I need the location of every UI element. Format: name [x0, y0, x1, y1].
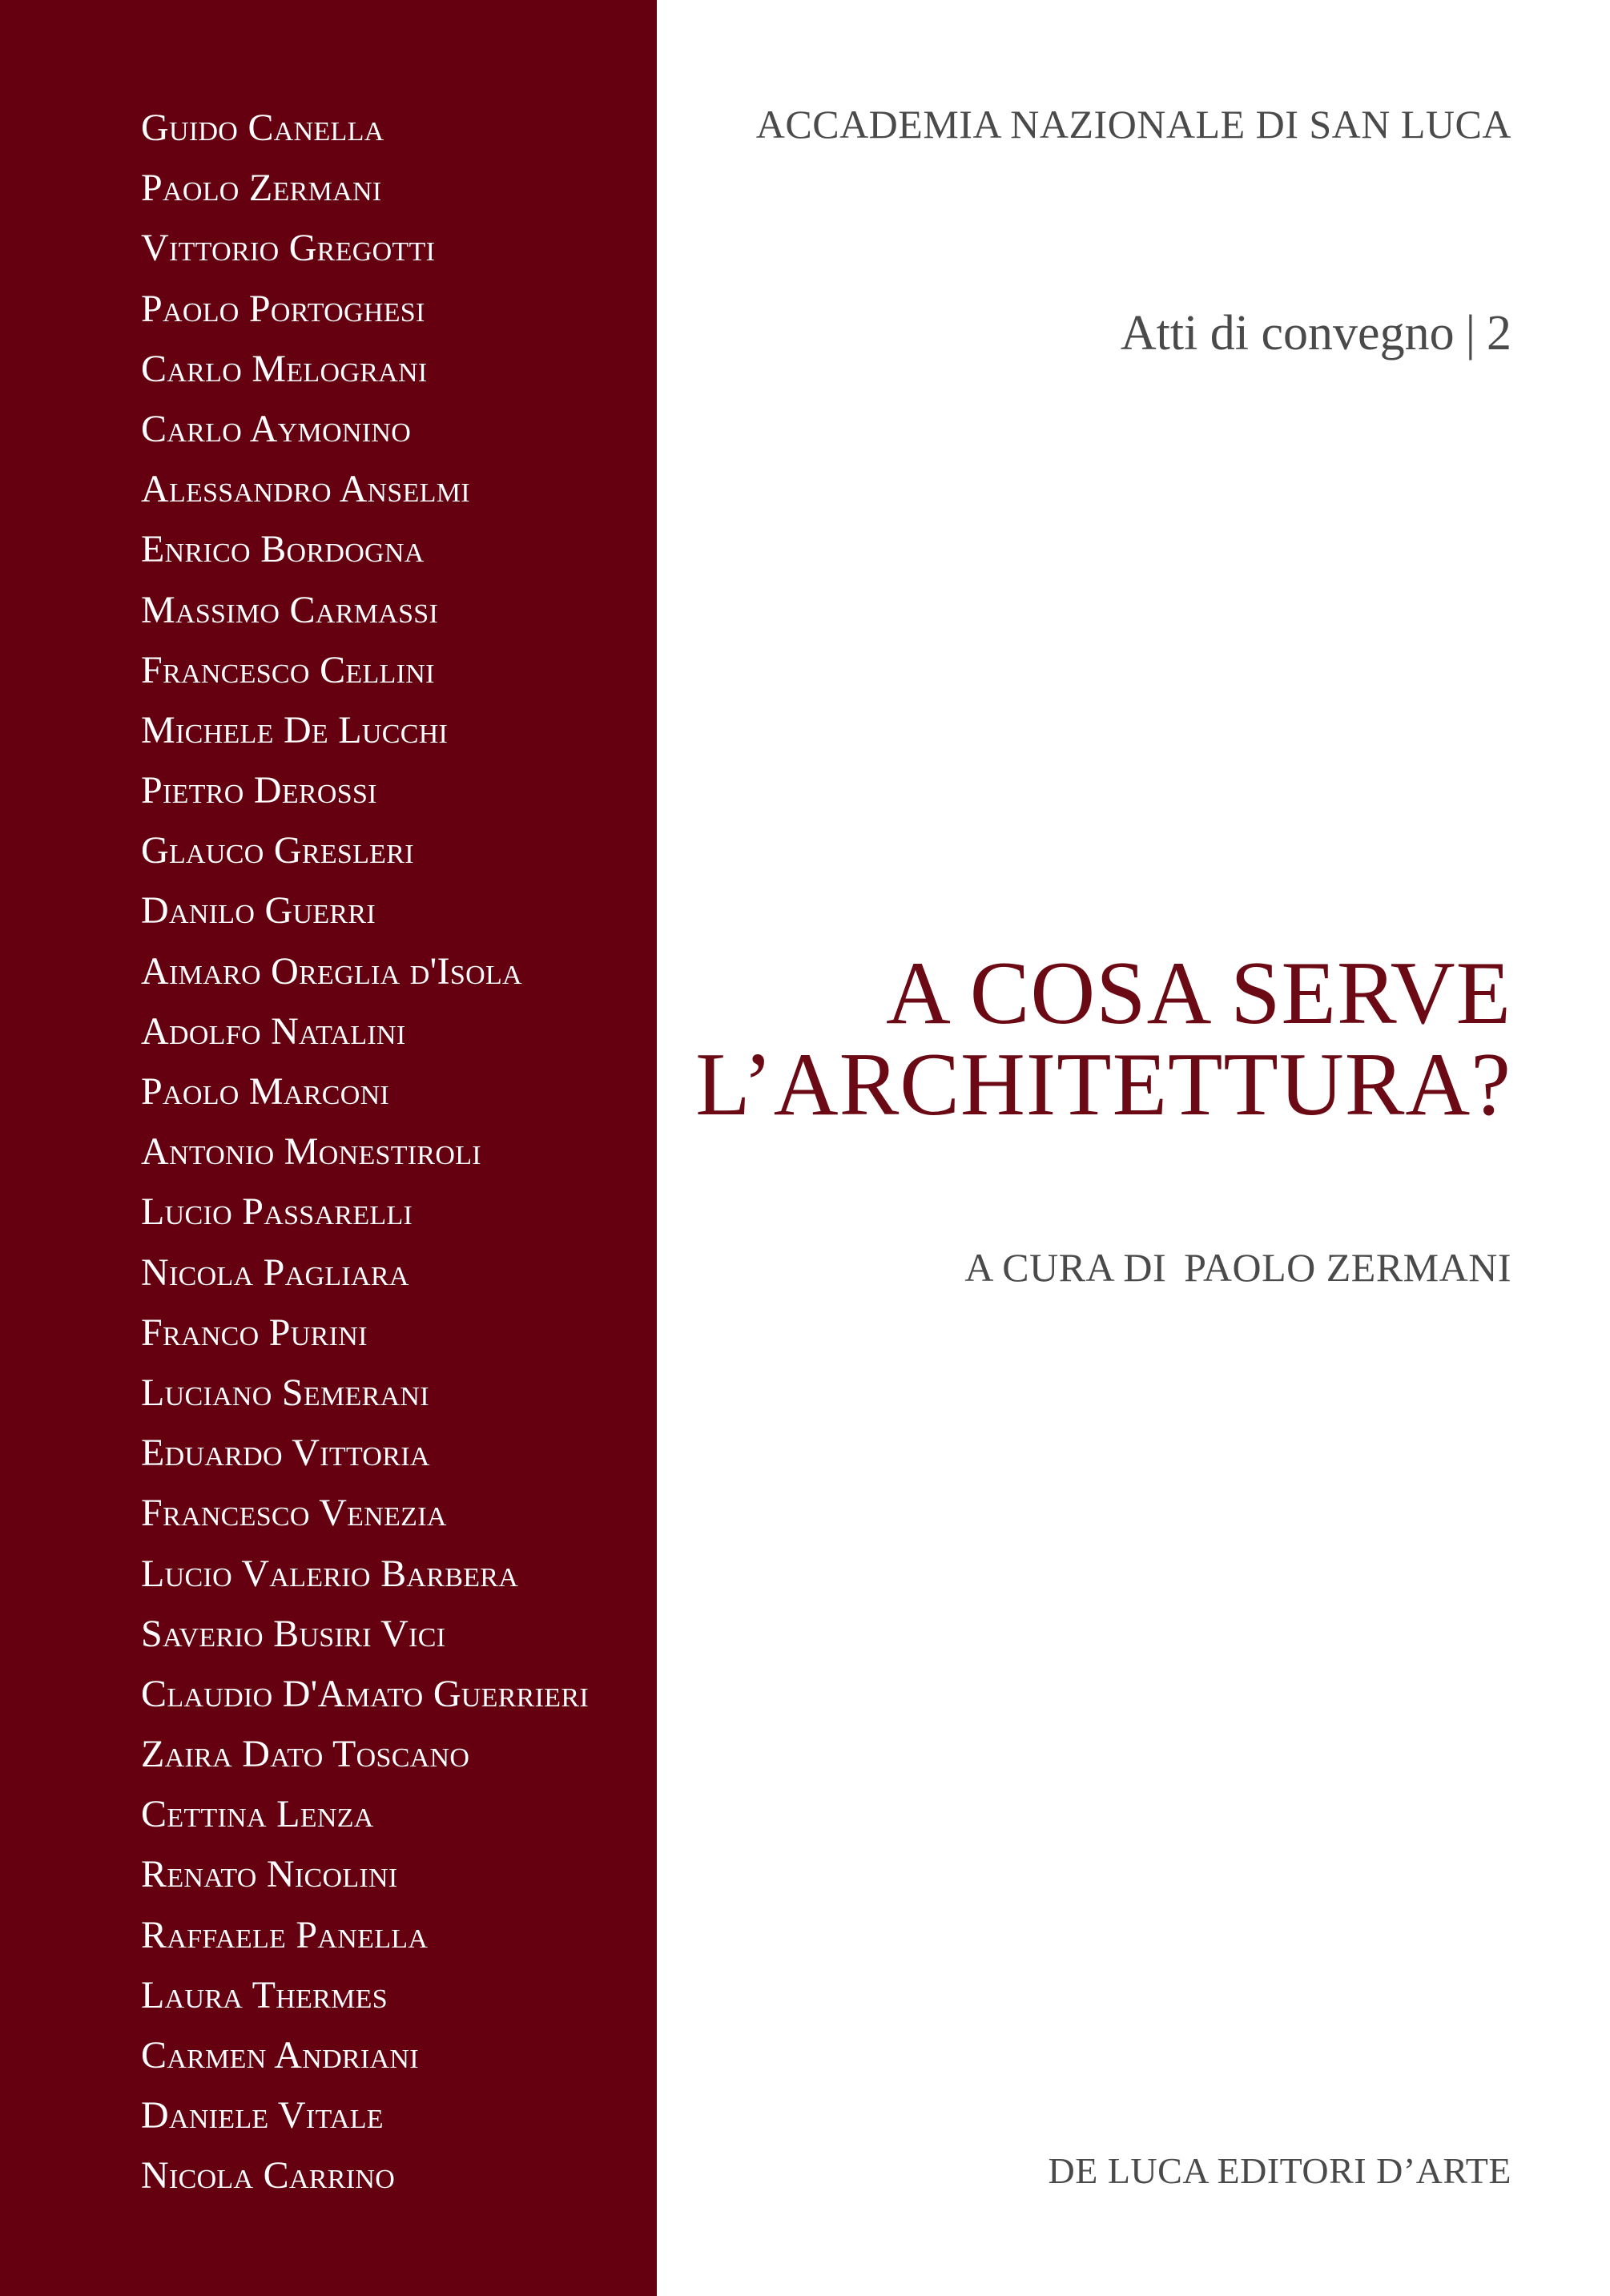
author-name: Guido Canella	[141, 107, 384, 149]
author-name: Paolo Zermani	[141, 167, 382, 210]
book-title-line-2: L’ARCHITETTURA?	[695, 1035, 1511, 1134]
author-name: Luciano Semerani	[141, 1371, 429, 1414]
editor-name: PAOLO ZERMANI	[1184, 1245, 1511, 1290]
publisher-name: DE LUCA EDITORI D’ARTE	[1048, 2150, 1511, 2191]
author-name: Laura Thermes	[141, 1973, 388, 2016]
author-name: Carlo Aymonino	[141, 407, 412, 450]
author-name: Raffaele Panella	[141, 1913, 429, 1956]
author-name: Lucio Valerio Barbera	[141, 1552, 519, 1595]
series-name: Atti di convegno	[1120, 306, 1455, 361]
cover-main-panel	[657, 0, 1610, 2296]
author-name: Francesco Venezia	[141, 1492, 447, 1535]
author-name: Daniele Vitale	[141, 2094, 384, 2137]
author-name: Cettina Lenza	[141, 1793, 374, 1836]
author-list	[141, 104, 589, 2213]
author-name: Antonio Monestiroli	[141, 1130, 481, 1174]
academy-name: ACCADEMIA NAZIONALE DI SAN LUCA	[755, 102, 1511, 147]
author-name: Lucio Passarelli	[141, 1190, 413, 1234]
editor-prefix: A CURA DI	[964, 1245, 1167, 1290]
author-name: Vittorio Gregotti	[141, 227, 436, 270]
book-title	[695, 944, 1511, 1134]
series-number: 2	[1487, 306, 1511, 361]
author-name: Francesco Cellini	[141, 648, 435, 691]
author-name: Zaira Dato Toscano	[141, 1733, 470, 1776]
author-name: Adolfo Natalini	[141, 1009, 406, 1053]
author-name: Aimaro Oreglia d'Isola	[141, 949, 522, 993]
series-label	[1121, 304, 1511, 362]
author-name: Renato Nicolini	[141, 1853, 398, 1896]
author-name: Pietro Derossi	[141, 769, 377, 812]
author-sidebar	[0, 0, 657, 2296]
series-separator: |	[1465, 306, 1475, 361]
author-name: Danilo Guerri	[141, 889, 376, 932]
editor-credit	[964, 1243, 1511, 1291]
author-name: Claudio D'Amato Guerrieri	[141, 1672, 589, 1715]
author-name: Massimo Carmassi	[141, 588, 439, 631]
author-name: Paolo Portoghesi	[141, 287, 425, 330]
author-name: Carlo Melograni	[141, 347, 428, 390]
author-name: Nicola Pagliara	[141, 1251, 409, 1294]
author-name: Glauco Gresleri	[141, 829, 414, 872]
author-name: Paolo Marconi	[141, 1070, 390, 1113]
author-name: Saverio Busiri Vici	[141, 1612, 446, 1655]
author-name: Franco Purini	[141, 1311, 368, 1354]
author-name: Eduardo Vittoria	[141, 1432, 430, 1475]
author-name: Nicola Carrino	[141, 2154, 396, 2197]
author-name: Carmen Andriani	[141, 2034, 419, 2076]
author-name: Michele De Lucchi	[141, 708, 449, 751]
author-name: Enrico Bordogna	[141, 528, 425, 571]
book-title-line-1: A COSA SERVE	[885, 944, 1511, 1043]
author-name: Alessandro Anselmi	[141, 468, 470, 511]
